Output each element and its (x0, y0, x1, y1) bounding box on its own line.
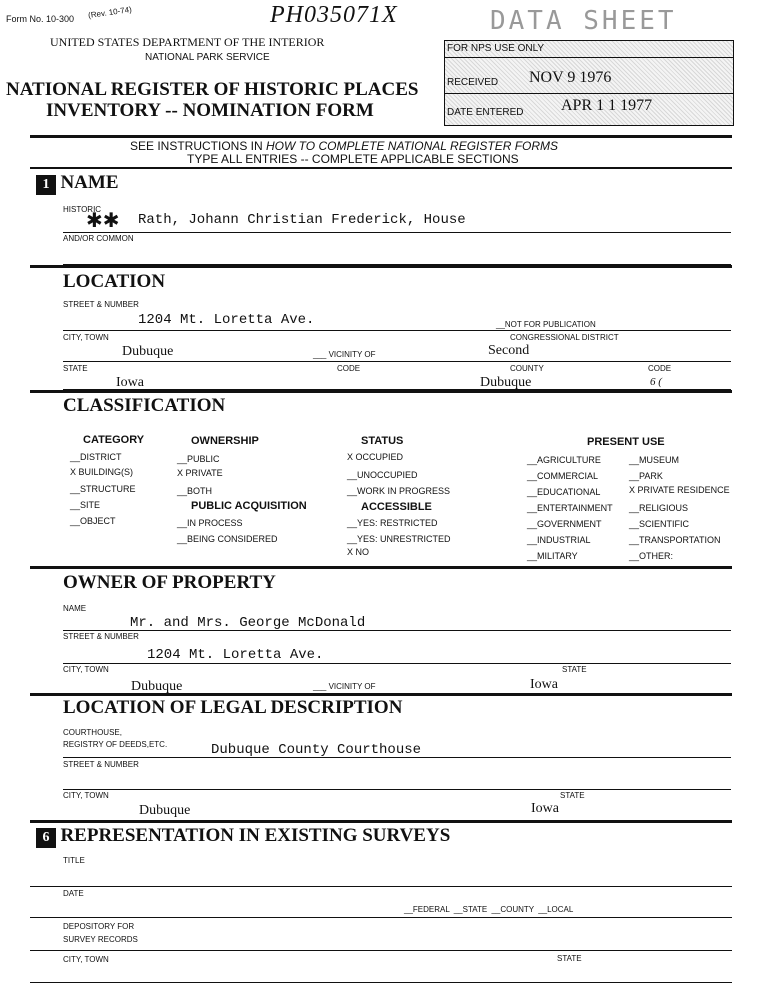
county-code-value: 6 ( (650, 376, 662, 388)
depository-label-2: SURVEY RECORDS (63, 935, 138, 944)
field-line (63, 789, 731, 790)
use-item: __OTHER: (629, 551, 674, 561)
use-item: __RELIGIOUS (629, 503, 689, 513)
historic-name-value: Rath, Johann Christian Frederick, House (138, 212, 466, 228)
county-label: COUNTY (510, 364, 544, 373)
field-line (63, 663, 731, 664)
reference-number-stamp: PH035071X (270, 2, 398, 28)
category-item: __STRUCTURE (70, 484, 136, 494)
asterisk-mark: ✱✱ (86, 210, 120, 232)
ownership-item: X PRIVATE (177, 468, 223, 478)
owner-city-label: CITY, TOWN (63, 665, 109, 674)
owner-city-value: Dubuque (131, 679, 183, 694)
section-surveys-header (36, 825, 450, 848)
divider (30, 693, 732, 696)
form-title-line2: INVENTORY -- NOMINATION FORM (46, 100, 374, 121)
category-item: __DISTRICT (70, 452, 122, 462)
data-sheet-stamp: DATA SHEET (490, 6, 677, 36)
survey-levels: __FEDERAL __STATE __COUNTY __LOCAL (404, 905, 574, 914)
field-line (30, 886, 732, 887)
owner-vicinity-of: ___ VICINITY OF (313, 682, 376, 691)
received-date-stamp: NOV 9 1976 (529, 69, 612, 86)
use-item: __SCIENTIFIC (629, 519, 690, 529)
present-use-head: PRESENT USE (587, 436, 665, 448)
divider (30, 820, 732, 823)
service-name: NATIONAL PARK SERVICE (145, 52, 270, 63)
code2-label: CODE (648, 364, 672, 373)
use-item: __COMMERCIAL (527, 471, 599, 481)
field-line (63, 361, 731, 362)
section-title: LOCATION (63, 271, 166, 292)
street-value: 1204 Mt. Loretta Ave. (138, 312, 315, 328)
field-line (63, 330, 731, 331)
status-head: STATUS (361, 435, 404, 447)
not-for-publication: __NOT FOR PUBLICATION (496, 320, 596, 329)
congressional-district-label: CONGRESSIONAL DISTRICT (510, 333, 619, 342)
congressional-district-value: Second (488, 343, 530, 358)
field-line (30, 917, 732, 918)
section-name-header (36, 172, 119, 195)
registry-label: REGISTRY OF DEEDS,ETC. (63, 740, 168, 749)
survey-date-label: DATE (63, 889, 84, 898)
category-item: __SITE (70, 500, 101, 510)
legal-state-value: Iowa (531, 801, 559, 816)
received-label: RECEIVED (447, 77, 499, 88)
public-acquisition-head: PUBLIC ACQUISITION (191, 500, 307, 512)
category-head: CATEGORY (83, 434, 145, 446)
ownership-head: OWNERSHIP (191, 435, 259, 447)
field-line (63, 757, 731, 758)
city-label: CITY, TOWN (63, 333, 109, 342)
use-item: __INDUSTRIAL (527, 535, 591, 545)
date-entered-stamp: APR 1 1 1977 (561, 97, 653, 114)
accessible-item: __YES: RESTRICTED (347, 518, 438, 528)
acquisition-item: __IN PROCESS (177, 518, 243, 528)
accessible-item: __YES: UNRESTRICTED (347, 534, 451, 544)
divider (30, 167, 732, 169)
ownership-item: __PUBLIC (177, 454, 220, 464)
use-item: __TRANSPORTATION (629, 535, 721, 545)
accessible-head: ACCESSIBLE (361, 501, 432, 513)
use-item: __PARK (629, 471, 663, 481)
ownership-item: __BOTH (177, 486, 213, 496)
common-label: AND/OR COMMON (63, 234, 134, 243)
instructions-line1: SEE INSTRUCTIONS IN HOW TO COMPLETE NATIONAL REGISTER FORMS (130, 139, 559, 153)
status-item: X OCCUPIED (347, 452, 404, 462)
section-title: OWNER OF PROPERTY (63, 572, 276, 593)
survey-title-label: TITLE (63, 856, 85, 865)
legal-city-value: Dubuque (139, 803, 191, 818)
courthouse-value: Dubuque County Courthouse (211, 742, 422, 758)
state-label: STATE (63, 364, 88, 373)
use-item: __MUSEUM (629, 455, 680, 465)
field-line (30, 982, 732, 983)
divider (30, 135, 732, 138)
street-label: STREET & NUMBER (63, 300, 139, 309)
county-value: Dubuque (480, 375, 532, 390)
use-item: __EDUCATIONAL (527, 487, 601, 497)
legal-city-label: CITY, TOWN (63, 791, 109, 800)
field-line (30, 950, 732, 951)
code-label: CODE (337, 364, 361, 373)
owner-name-label: NAME (63, 604, 87, 613)
owner-street-label: STREET & NUMBER (63, 632, 139, 641)
section-title: LOCATION OF LEGAL DESCRIPTION (63, 697, 403, 718)
use-item: __GOVERNMENT (527, 519, 602, 529)
use-item: __MILITARY (527, 551, 578, 561)
category-item: __OBJECT (70, 516, 116, 526)
use-item: X PRIVATE RESIDENCE (629, 485, 730, 495)
use-item: __AGRICULTURE (527, 455, 601, 465)
legal-street-label: STREET & NUMBER (63, 760, 139, 769)
section-title: NAME (60, 172, 119, 193)
instructions-line2: TYPE ALL ENTRIES -- COMPLETE APPLICABLE SECTIONS (187, 152, 519, 166)
divider (30, 390, 732, 393)
owner-state-value: Iowa (530, 677, 558, 692)
divider (30, 265, 732, 268)
acquisition-item: __BEING CONSIDERED (177, 534, 278, 544)
owner-state-label: STATE (562, 665, 587, 674)
form-title-line1: NATIONAL REGISTER OF HISTORIC PLACES (6, 79, 419, 100)
status-item: __WORK IN PROGRESS (347, 486, 451, 496)
nps-box-header: FOR NPS USE ONLY (447, 43, 545, 54)
courthouse-label: COURTHOUSE, (63, 728, 122, 737)
historic-label: HISTORIC (63, 205, 102, 214)
survey-state-label: STATE (557, 954, 582, 963)
form-revision: (Rev. 10-74) (87, 4, 133, 21)
date-entered-label: DATE ENTERED (447, 107, 524, 118)
department-name: UNITED STATES DEPARTMENT OF THE INTERIOR (50, 35, 325, 49)
form-number: Form No. 10-300 (6, 14, 75, 24)
section-number: 6 (36, 828, 56, 848)
survey-city-label: CITY, TOWN (63, 955, 109, 964)
owner-name-value: Mr. and Mrs. George McDonald (130, 615, 366, 631)
divider (30, 566, 732, 569)
section-title: CLASSIFICATION (63, 395, 226, 416)
accessible-item: X NO (347, 547, 370, 557)
status-item: __UNOCCUPIED (347, 470, 418, 480)
use-item: __ENTERTAINMENT (527, 503, 613, 513)
nps-use-box (444, 40, 734, 126)
state-value: Iowa (116, 375, 144, 390)
legal-state-label: STATE (560, 791, 585, 800)
city-value: Dubuque (122, 344, 174, 359)
section-number: 1 (36, 175, 56, 195)
field-line (63, 630, 731, 631)
field-line (63, 232, 731, 233)
depository-label-1: DEPOSITORY FOR (63, 922, 135, 931)
owner-street-value: 1204 Mt. Loretta Ave. (147, 647, 324, 663)
category-item: X BUILDING(S) (70, 467, 134, 477)
section-title: REPRESENTATION IN EXISTING SURVEYS (60, 825, 451, 846)
vicinity-of: ___ VICINITY OF (313, 350, 376, 359)
